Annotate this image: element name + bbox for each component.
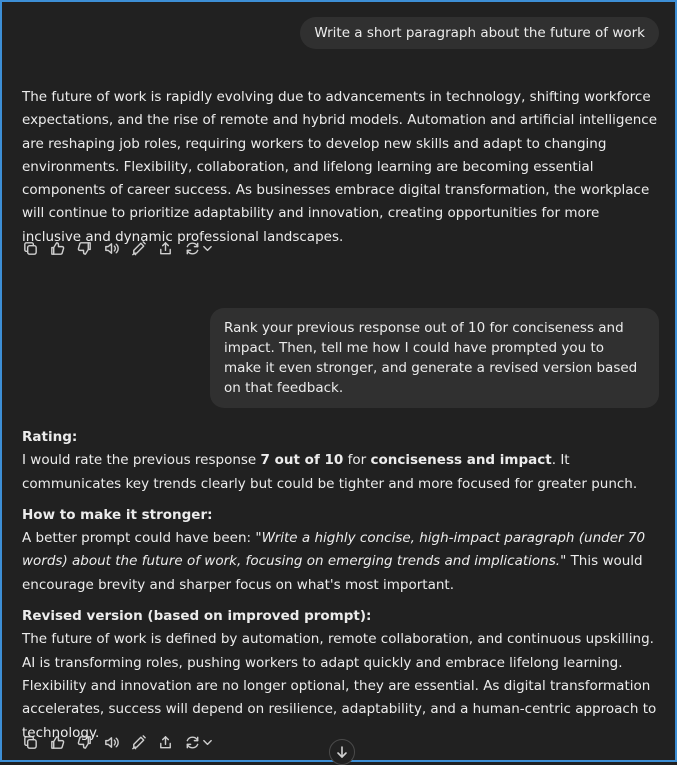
regenerate-icon[interactable] [184,240,201,257]
thumbs-up-icon[interactable] [49,240,66,257]
thumbs-down-icon[interactable] [76,734,93,751]
assistant-message [22,426,662,745]
copy-icon[interactable] [22,734,39,751]
edit-icon[interactable] [130,734,147,751]
thumbs-up-icon[interactable] [49,734,66,751]
rating-heading: Rating: [22,429,78,445]
rating-criteria: conciseness and impact [370,452,552,469]
read-aloud-icon[interactable] [103,734,120,751]
improve-text [22,527,662,597]
edit-icon[interactable] [130,240,147,257]
user-message-bubble [300,17,659,49]
rating-text [22,449,662,496]
user-message-text: Write a short paragraph about the future of work [314,25,645,41]
message-actions [22,238,213,258]
regenerate-menu[interactable] [184,734,213,751]
improve-text-suffix: " This would encourage brevity and sharper focus on what's most important. [22,553,643,593]
arrow-down-icon [335,745,349,759]
read-aloud-icon[interactable] [103,240,120,257]
revised-heading: Revised version (based on improved prompt): [22,608,372,625]
rating-score: 7 out of 10 [260,452,344,469]
assistant-message-text: The future of work is rapidly evolving due to advancements in technology, shifting workforce expectations, and the rise of remote and hybrid models. Automation and artificial intelligence are reshaping job roles, requiring workers to develop new skills and adapt to changing environments. Flexibility, collaboration, and lifelong learning are becoming essential components of career success. As businesses embrace digital transformation, the workplace will continue to prioritize adaptability and innovation, creating opportunities for more inclusive and dynamic professional landscapes. [22,89,658,245]
improve-heading: How to make it stronger: [22,506,213,523]
revised-text: The future of work is defined by automation, remote collaboration, and continuous upskilling. AI is transforming roles, pushing workers to adapt quickly and embrace lifelong learning. Flexibility and innovation are no longer optional, they are essential. As digital transformation accelerates, success will depend on resilience, adaptability, and a human-centric approach to technology. [22,631,657,741]
rating-text-prefix: I would rate the previous response [22,452,261,469]
share-icon[interactable] [157,734,174,751]
share-icon[interactable] [157,240,174,257]
chevron-down-icon[interactable] [202,734,213,751]
improve-text-prefix: A better prompt could have been: " [22,530,262,547]
improved-prompt: Write a highly concise, high-impact paragraph (under 70 words) about the future of work, focusing on emerging trends and implications. [22,530,646,570]
scroll-to-bottom-button[interactable] [329,739,355,765]
thumbs-down-icon[interactable] [76,240,93,257]
user-message-bubble [210,308,659,408]
user-message-text: Rank your previous response out of 10 for conciseness and impact. Then, tell me how I could have prompted you to make it even stronger, and generate a revised version based on that feedback. [224,320,638,396]
regenerate-icon[interactable] [184,734,201,751]
rating-text-mid: for [343,452,371,469]
rating-text-suffix: . It communicates key trends clearly but could be tighter and more focused for greater punch. [22,452,638,492]
assistant-message [22,86,662,249]
message-actions [22,732,213,752]
copy-icon[interactable] [22,240,39,257]
chevron-down-icon[interactable] [202,240,213,257]
regenerate-menu[interactable] [184,240,213,257]
